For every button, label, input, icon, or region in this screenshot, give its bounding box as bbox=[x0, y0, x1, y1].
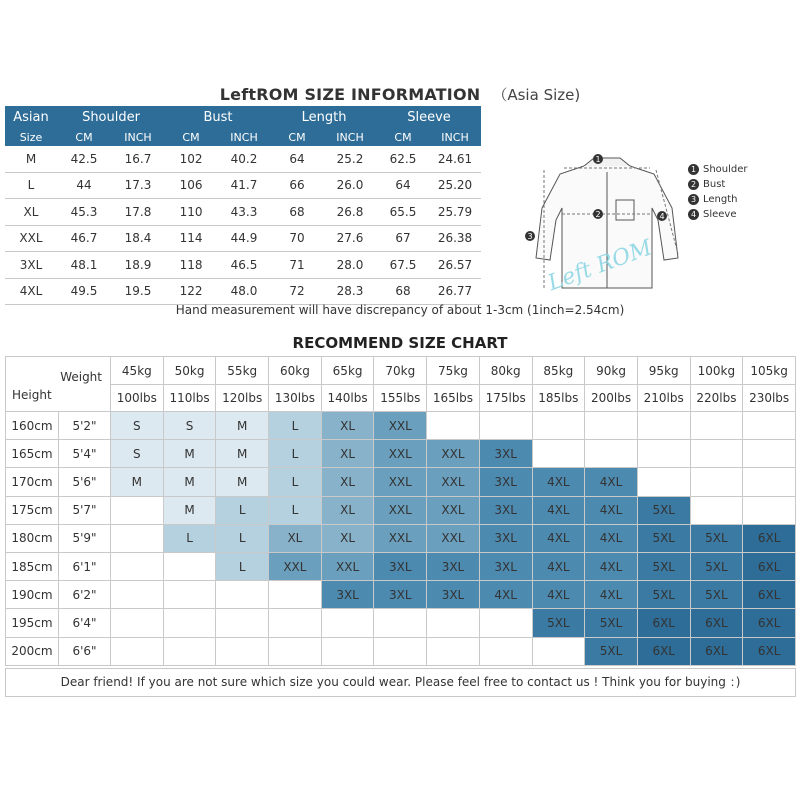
recommend-title: RECOMMEND SIZE CHART bbox=[292, 334, 508, 352]
height-cm-cell: 195cm bbox=[6, 609, 59, 637]
height-ft-cell: 5'2" bbox=[59, 412, 111, 440]
number-1-icon: 1 bbox=[688, 164, 699, 175]
recommended-size-cell bbox=[532, 440, 585, 468]
height-ft-cell: 5'4" bbox=[59, 440, 111, 468]
recommended-size-cell bbox=[216, 609, 269, 637]
header-bust: Bust bbox=[165, 106, 271, 128]
recommended-size-cell: 4XL bbox=[479, 581, 532, 609]
weight-lbs-cell: 175lbs bbox=[479, 385, 532, 412]
size-value-cell: 42.5 bbox=[57, 146, 111, 172]
size-value-cell: 67 bbox=[377, 225, 429, 252]
legend-item-sleeve bbox=[688, 207, 748, 222]
recommended-size-cell: 5XL bbox=[690, 552, 743, 580]
recommended-size-cell bbox=[111, 496, 164, 524]
height-row bbox=[6, 609, 796, 637]
size-value-cell: 28.0 bbox=[323, 252, 377, 279]
recommended-size-cell: 5XL bbox=[637, 524, 690, 552]
size-value-cell: 72 bbox=[271, 278, 323, 305]
page-title bbox=[0, 84, 800, 105]
size-value-cell: 67.5 bbox=[377, 252, 429, 279]
size-value-cell: 114 bbox=[165, 225, 217, 252]
unit-cm: CM bbox=[271, 128, 323, 146]
recommended-size-cell: 5XL bbox=[637, 581, 690, 609]
weight-label: Weight bbox=[60, 369, 102, 384]
recommended-size-cell: 6XL bbox=[690, 637, 743, 665]
weight-kg-cell: 90kg bbox=[585, 357, 638, 385]
recommended-size-cell bbox=[374, 609, 427, 637]
recommended-size-cell: 3XL bbox=[374, 552, 427, 580]
recommended-size-cell bbox=[111, 637, 164, 665]
footer-message: Dear friend! If you are not sure which size you could wear. Please feel free to contact us ! Think you for buying ：) bbox=[5, 668, 796, 697]
weight-lbs-cell: 140lbs bbox=[321, 385, 374, 412]
recommended-size-cell bbox=[585, 440, 638, 468]
weight-lbs-cell: 110lbs bbox=[163, 385, 216, 412]
header-size: Size bbox=[5, 128, 57, 146]
size-label-cell: XL bbox=[5, 199, 57, 226]
recommended-size-cell bbox=[163, 552, 216, 580]
shirt-measurement-illustration bbox=[522, 148, 692, 300]
recommended-size-cell: XXL bbox=[427, 496, 480, 524]
size-value-cell: 122 bbox=[165, 278, 217, 305]
recommended-size-cell: L bbox=[216, 552, 269, 580]
size-units-row bbox=[5, 128, 481, 146]
recommend-table-body bbox=[6, 357, 796, 666]
recommended-size-cell: 4XL bbox=[532, 496, 585, 524]
recommended-size-cell bbox=[427, 637, 480, 665]
size-value-cell: 70 bbox=[271, 225, 323, 252]
size-label-cell: M bbox=[5, 146, 57, 172]
recommended-size-cell bbox=[111, 524, 164, 552]
height-ft-cell: 6'6" bbox=[59, 637, 111, 665]
height-row bbox=[6, 524, 796, 552]
weight-kg-cell: 105kg bbox=[743, 357, 796, 385]
svg-text:3: 3 bbox=[527, 232, 533, 241]
recommended-size-cell: 6XL bbox=[743, 609, 796, 637]
size-value-cell: 46.5 bbox=[217, 252, 271, 279]
recommended-size-cell bbox=[321, 637, 374, 665]
header-asian: Asian bbox=[5, 106, 57, 128]
recommended-size-cell bbox=[690, 496, 743, 524]
recommended-size-cell bbox=[269, 581, 322, 609]
number-3-icon: 3 bbox=[688, 194, 699, 205]
svg-text:4: 4 bbox=[659, 212, 665, 221]
legend-label: Shoulder bbox=[703, 164, 748, 175]
size-value-cell: 26.57 bbox=[429, 252, 481, 279]
recommended-size-cell: 3XL bbox=[479, 524, 532, 552]
recommended-size-cell: XL bbox=[321, 412, 374, 440]
recommended-size-cell: XXL bbox=[427, 440, 480, 468]
weight-kg-cell: 60kg bbox=[269, 357, 322, 385]
recommended-size-cell: 3XL bbox=[479, 552, 532, 580]
recommended-size-cell bbox=[427, 412, 480, 440]
recommended-size-cell: 5XL bbox=[585, 637, 638, 665]
size-value-cell: 26.77 bbox=[429, 278, 481, 305]
size-label-cell: XXL bbox=[5, 225, 57, 252]
recommended-size-cell bbox=[479, 637, 532, 665]
weight-lbs-cell: 200lbs bbox=[585, 385, 638, 412]
unit-cm: CM bbox=[165, 128, 217, 146]
size-label-cell: 3XL bbox=[5, 252, 57, 279]
size-value-cell: 44 bbox=[57, 172, 111, 199]
height-cm-cell: 175cm bbox=[6, 496, 59, 524]
weight-lbs-cell: 220lbs bbox=[690, 385, 743, 412]
recommended-size-cell bbox=[216, 637, 269, 665]
recommended-size-cell: S bbox=[111, 412, 164, 440]
size-value-cell: 25.2 bbox=[323, 146, 377, 172]
recommended-size-cell: 6XL bbox=[743, 581, 796, 609]
size-value-cell: 19.5 bbox=[111, 278, 165, 305]
recommended-size-cell: 6XL bbox=[690, 609, 743, 637]
height-row bbox=[6, 496, 796, 524]
size-value-cell: 43.3 bbox=[217, 199, 271, 226]
weight-lbs-cell: 155lbs bbox=[374, 385, 427, 412]
size-value-cell: 44.9 bbox=[217, 225, 271, 252]
weight-kg-row bbox=[6, 357, 796, 385]
size-label-cell: L bbox=[5, 172, 57, 199]
recommended-size-cell: 3XL bbox=[427, 581, 480, 609]
size-value-cell: 68 bbox=[377, 278, 429, 305]
recommended-size-cell bbox=[743, 412, 796, 440]
legend-label: Length bbox=[703, 194, 738, 205]
recommended-size-cell: M bbox=[216, 468, 269, 496]
measurement-legend bbox=[688, 162, 748, 222]
weight-kg-cell: 65kg bbox=[321, 357, 374, 385]
recommended-size-cell: L bbox=[269, 440, 322, 468]
recommended-size-cell bbox=[111, 581, 164, 609]
recommended-size-cell: M bbox=[163, 496, 216, 524]
weight-lbs-row bbox=[6, 385, 796, 412]
height-cm-cell: 165cm bbox=[6, 440, 59, 468]
size-value-cell: 16.7 bbox=[111, 146, 165, 172]
weight-kg-cell: 55kg bbox=[216, 357, 269, 385]
recommended-size-cell bbox=[637, 468, 690, 496]
recommended-size-cell: 3XL bbox=[321, 581, 374, 609]
recommended-size-cell bbox=[163, 637, 216, 665]
legend-item-length bbox=[688, 192, 748, 207]
recommended-size-cell bbox=[532, 637, 585, 665]
svg-text:1: 1 bbox=[595, 155, 601, 164]
size-row bbox=[5, 278, 481, 305]
size-value-cell: 46.7 bbox=[57, 225, 111, 252]
unit-inch: INCH bbox=[323, 128, 377, 146]
recommended-size-cell bbox=[321, 609, 374, 637]
recommended-size-cell: XL bbox=[321, 524, 374, 552]
recommended-size-cell: XXL bbox=[374, 524, 427, 552]
unit-inch: INCH bbox=[111, 128, 165, 146]
height-row bbox=[6, 581, 796, 609]
recommended-size-cell: XXL bbox=[427, 524, 480, 552]
measurement-note: Hand measurement will have discrepancy of about 1-3cm (1inch=2.54cm) bbox=[175, 303, 625, 317]
recommended-size-cell bbox=[269, 637, 322, 665]
size-value-cell: 41.7 bbox=[217, 172, 271, 199]
recommended-size-cell bbox=[111, 609, 164, 637]
recommended-size-cell: S bbox=[111, 440, 164, 468]
weight-kg-cell: 75kg bbox=[427, 357, 480, 385]
height-cm-cell: 200cm bbox=[6, 637, 59, 665]
recommended-size-cell bbox=[532, 412, 585, 440]
size-value-cell: 102 bbox=[165, 146, 217, 172]
recommended-size-cell: XL bbox=[269, 524, 322, 552]
legend-item-bust bbox=[688, 177, 748, 192]
size-information-table bbox=[5, 106, 481, 305]
size-value-cell: 64 bbox=[377, 172, 429, 199]
corner-cell bbox=[6, 357, 111, 412]
recommended-size-cell: 6XL bbox=[637, 637, 690, 665]
recommended-size-cell: L bbox=[216, 496, 269, 524]
recommended-size-cell: 6XL bbox=[743, 524, 796, 552]
size-value-cell: 118 bbox=[165, 252, 217, 279]
height-ft-cell: 5'7" bbox=[59, 496, 111, 524]
weight-lbs-cell: 230lbs bbox=[743, 385, 796, 412]
size-header-row bbox=[5, 106, 481, 128]
recommended-size-cell: 3XL bbox=[427, 552, 480, 580]
weight-kg-cell: 45kg bbox=[111, 357, 164, 385]
recommended-size-cell bbox=[743, 440, 796, 468]
recommended-size-cell: 4XL bbox=[532, 581, 585, 609]
size-value-cell: 26.38 bbox=[429, 225, 481, 252]
recommended-size-cell: L bbox=[269, 496, 322, 524]
title-main: LeftROM SIZE INFORMATION bbox=[219, 85, 481, 104]
recommended-size-cell bbox=[427, 609, 480, 637]
recommended-size-cell: L bbox=[216, 524, 269, 552]
weight-lbs-cell: 130lbs bbox=[269, 385, 322, 412]
size-value-cell: 48.1 bbox=[57, 252, 111, 279]
header-length: Length bbox=[271, 106, 377, 128]
recommended-size-cell: 5XL bbox=[637, 552, 690, 580]
weight-kg-cell: 70kg bbox=[374, 357, 427, 385]
recommended-size-cell: L bbox=[163, 524, 216, 552]
size-row bbox=[5, 199, 481, 226]
recommended-size-cell: M bbox=[163, 468, 216, 496]
height-row bbox=[6, 468, 796, 496]
size-value-cell: 71 bbox=[271, 252, 323, 279]
height-label: Height bbox=[12, 387, 52, 402]
size-value-cell: 45.3 bbox=[57, 199, 111, 226]
recommended-size-cell: XXL bbox=[374, 468, 427, 496]
height-ft-cell: 5'6" bbox=[59, 468, 111, 496]
size-row bbox=[5, 225, 481, 252]
height-ft-cell: 6'2" bbox=[59, 581, 111, 609]
size-value-cell: 26.0 bbox=[323, 172, 377, 199]
recommended-size-cell bbox=[374, 637, 427, 665]
height-cm-cell: 160cm bbox=[6, 412, 59, 440]
height-cm-cell: 185cm bbox=[6, 552, 59, 580]
recommended-size-cell bbox=[690, 412, 743, 440]
recommended-size-cell bbox=[637, 412, 690, 440]
recommended-size-cell: 4XL bbox=[585, 524, 638, 552]
recommended-size-cell bbox=[269, 609, 322, 637]
number-2-icon: 2 bbox=[688, 179, 699, 190]
size-value-cell: 49.5 bbox=[57, 278, 111, 305]
size-value-cell: 18.4 bbox=[111, 225, 165, 252]
weight-lbs-cell: 185lbs bbox=[532, 385, 585, 412]
height-ft-cell: 6'1" bbox=[59, 552, 111, 580]
watermark-text: Left ROM bbox=[544, 235, 656, 297]
recommended-size-cell: M bbox=[216, 440, 269, 468]
size-value-cell: 18.9 bbox=[111, 252, 165, 279]
recommended-size-cell: XL bbox=[321, 496, 374, 524]
weight-kg-cell: 95kg bbox=[637, 357, 690, 385]
height-ft-cell: 6'4" bbox=[59, 609, 111, 637]
weight-lbs-cell: 100lbs bbox=[111, 385, 164, 412]
recommended-size-cell: 4XL bbox=[532, 468, 585, 496]
weight-lbs-cell: 120lbs bbox=[216, 385, 269, 412]
recommended-size-cell: 4XL bbox=[585, 496, 638, 524]
recommended-size-cell: 5XL bbox=[690, 524, 743, 552]
recommended-size-cell: XXL bbox=[427, 468, 480, 496]
recommended-size-cell: 6XL bbox=[637, 609, 690, 637]
recommended-size-cell bbox=[163, 609, 216, 637]
recommended-size-cell: M bbox=[111, 468, 164, 496]
weight-kg-cell: 50kg bbox=[163, 357, 216, 385]
recommended-size-cell: 6XL bbox=[743, 552, 796, 580]
legend-item-shoulder bbox=[688, 162, 748, 177]
recommended-size-cell bbox=[216, 581, 269, 609]
height-row bbox=[6, 440, 796, 468]
recommended-size-cell: XXL bbox=[374, 440, 427, 468]
weight-kg-cell: 80kg bbox=[479, 357, 532, 385]
size-row bbox=[5, 172, 481, 199]
recommended-size-cell: L bbox=[269, 412, 322, 440]
size-value-cell: 64 bbox=[271, 146, 323, 172]
recommended-size-cell bbox=[690, 440, 743, 468]
height-row bbox=[6, 552, 796, 580]
recommended-size-cell bbox=[690, 468, 743, 496]
size-value-cell: 66 bbox=[271, 172, 323, 199]
header-shoulder: Shoulder bbox=[57, 106, 165, 128]
size-value-cell: 40.2 bbox=[217, 146, 271, 172]
recommended-size-cell: 3XL bbox=[479, 440, 532, 468]
size-value-cell: 17.8 bbox=[111, 199, 165, 226]
recommended-size-cell: 4XL bbox=[585, 581, 638, 609]
size-value-cell: 68 bbox=[271, 199, 323, 226]
recommended-size-cell: 3XL bbox=[479, 468, 532, 496]
height-row bbox=[6, 637, 796, 665]
recommended-size-cell: XXL bbox=[321, 552, 374, 580]
recommended-size-cell bbox=[111, 552, 164, 580]
size-value-cell: 62.5 bbox=[377, 146, 429, 172]
size-value-cell: 26.8 bbox=[323, 199, 377, 226]
height-row bbox=[6, 412, 796, 440]
unit-cm: CM bbox=[377, 128, 429, 146]
recommended-size-cell bbox=[479, 412, 532, 440]
recommended-size-cell: 5XL bbox=[637, 496, 690, 524]
weight-kg-cell: 85kg bbox=[532, 357, 585, 385]
size-value-cell: 24.61 bbox=[429, 146, 481, 172]
weight-lbs-cell: 165lbs bbox=[427, 385, 480, 412]
recommended-size-cell: 4XL bbox=[585, 468, 638, 496]
recommended-size-cell: 5XL bbox=[690, 581, 743, 609]
unit-inch: INCH bbox=[217, 128, 271, 146]
recommended-size-cell: 5XL bbox=[585, 609, 638, 637]
size-value-cell: 65.5 bbox=[377, 199, 429, 226]
unit-inch: INCH bbox=[429, 128, 481, 146]
size-row bbox=[5, 146, 481, 172]
size-value-cell: 106 bbox=[165, 172, 217, 199]
svg-text:2: 2 bbox=[595, 210, 601, 219]
height-cm-cell: 170cm bbox=[6, 468, 59, 496]
recommended-size-cell bbox=[479, 609, 532, 637]
size-value-cell: 28.3 bbox=[323, 278, 377, 305]
recommended-size-cell bbox=[585, 412, 638, 440]
recommended-size-cell: XXL bbox=[374, 412, 427, 440]
recommended-size-cell: M bbox=[163, 440, 216, 468]
weight-kg-cell: 100kg bbox=[690, 357, 743, 385]
recommended-size-cell: XXL bbox=[269, 552, 322, 580]
recommended-size-cell: XL bbox=[321, 440, 374, 468]
size-value-cell: 27.6 bbox=[323, 225, 377, 252]
recommended-size-cell: 5XL bbox=[532, 609, 585, 637]
weight-lbs-cell: 210lbs bbox=[637, 385, 690, 412]
recommended-size-cell bbox=[637, 440, 690, 468]
size-value-cell: 48.0 bbox=[217, 278, 271, 305]
size-value-cell: 25.79 bbox=[429, 199, 481, 226]
recommended-size-cell: 4XL bbox=[585, 552, 638, 580]
recommended-size-cell: M bbox=[216, 412, 269, 440]
recommended-size-cell bbox=[743, 496, 796, 524]
unit-cm: CM bbox=[57, 128, 111, 146]
size-table-body bbox=[5, 146, 481, 305]
legend-label: Sleeve bbox=[703, 209, 737, 220]
number-4-icon: 4 bbox=[688, 209, 699, 220]
recommended-size-cell: XL bbox=[321, 468, 374, 496]
height-cm-cell: 180cm bbox=[6, 524, 59, 552]
recommended-size-cell bbox=[163, 581, 216, 609]
recommended-size-cell: 3XL bbox=[479, 496, 532, 524]
size-value-cell: 25.20 bbox=[429, 172, 481, 199]
recommended-size-cell: 4XL bbox=[532, 524, 585, 552]
recommended-size-cell: S bbox=[163, 412, 216, 440]
recommended-size-cell: L bbox=[269, 468, 322, 496]
recommended-size-cell: XXL bbox=[374, 496, 427, 524]
legend-label: Bust bbox=[703, 179, 726, 190]
recommended-size-cell: 3XL bbox=[374, 581, 427, 609]
size-value-cell: 110 bbox=[165, 199, 217, 226]
size-value-cell: 17.3 bbox=[111, 172, 165, 199]
title-sub: （Asia Size) bbox=[492, 86, 581, 104]
size-label-cell: 4XL bbox=[5, 278, 57, 305]
recommend-size-table bbox=[5, 356, 796, 666]
recommended-size-cell: 6XL bbox=[743, 637, 796, 665]
height-ft-cell: 5'9" bbox=[59, 524, 111, 552]
size-row bbox=[5, 252, 481, 279]
header-sleeve: Sleeve bbox=[377, 106, 481, 128]
recommended-size-cell bbox=[743, 468, 796, 496]
recommended-size-cell: 4XL bbox=[532, 552, 585, 580]
height-cm-cell: 190cm bbox=[6, 581, 59, 609]
